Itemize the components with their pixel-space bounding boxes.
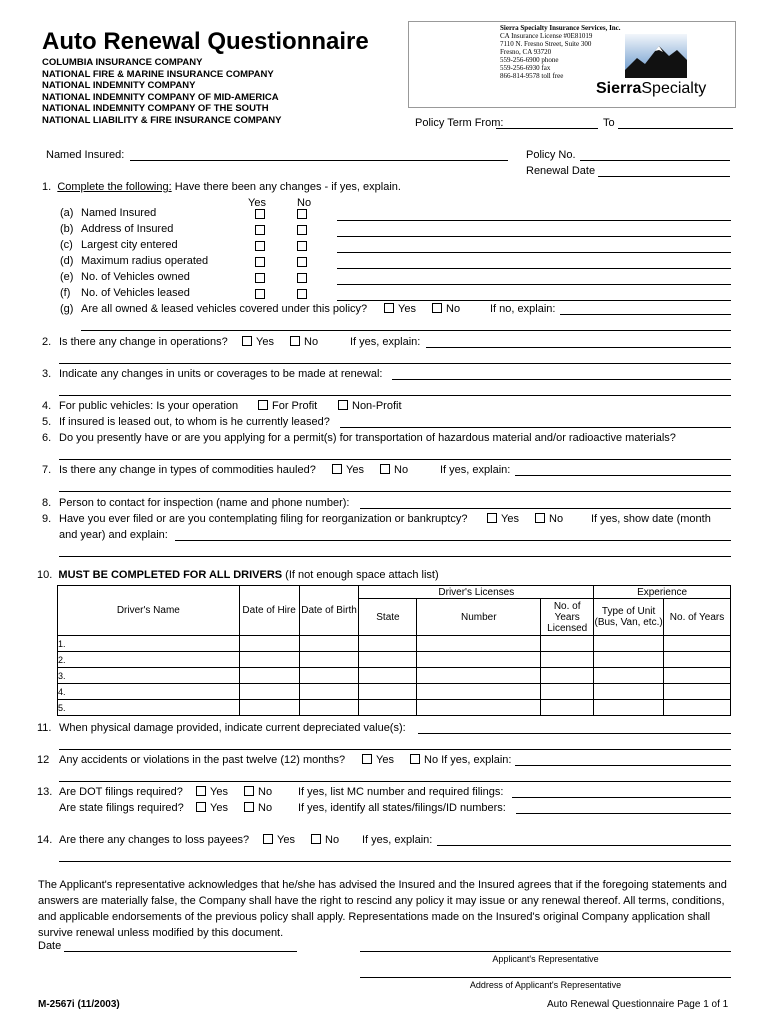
q3-field-2[interactable] — [59, 395, 731, 396]
q1g-explain-field-2[interactable] — [81, 330, 731, 331]
company-name: COLUMBIA INSURANCE COMPANY — [42, 57, 203, 68]
cell[interactable] — [299, 652, 359, 668]
q1f-explain-field[interactable] — [337, 300, 731, 301]
q7-explain-field[interactable] — [515, 475, 731, 476]
col-driver-name: Driver's Name — [58, 586, 240, 636]
checkbox-icon[interactable] — [410, 754, 420, 764]
q1-text: 1. Complete the following: Have there been any changes - if yes, explain. — [42, 181, 401, 193]
q2-no-option[interactable]: No — [290, 336, 318, 348]
cell[interactable] — [664, 652, 731, 668]
policy-no-label: Policy No. — [526, 149, 576, 161]
policy-term-label: Policy Term From: — [415, 117, 504, 129]
q14-num: 14. — [37, 834, 53, 846]
q13-dot-yes-option[interactable]: Yes — [196, 786, 228, 798]
q7-no-option[interactable]: No — [380, 464, 408, 476]
q1c-explain-field[interactable] — [337, 252, 731, 253]
cell[interactable] — [541, 700, 594, 716]
table-row — [58, 700, 731, 716]
company-list — [42, 57, 281, 126]
q1a-explain-field[interactable] — [337, 220, 731, 221]
company-name: NATIONAL LIABILITY & FIRE INSURANCE COMPANY — [42, 114, 282, 126]
q1e-no-checkbox[interactable] — [297, 273, 307, 283]
checkbox-icon[interactable] — [332, 464, 342, 474]
q4-non-profit-option[interactable]: Non-Profit — [338, 400, 402, 412]
q1c-no-checkbox[interactable] — [297, 241, 307, 251]
q1f-yes-checkbox[interactable] — [255, 289, 265, 299]
cell[interactable] — [594, 668, 664, 684]
col-date-of-hire: Date of Hire — [239, 586, 299, 636]
cell[interactable] — [664, 668, 731, 684]
q9-yes-option[interactable]: Yes — [487, 513, 519, 525]
q1a-no-checkbox[interactable] — [297, 209, 307, 219]
q1-item-label: No. of Vehicles owned — [81, 271, 190, 283]
q1g-yes-option[interactable]: Yes — [384, 303, 416, 315]
q1-item-letter: (e) — [60, 271, 74, 283]
checkbox-icon[interactable] — [196, 786, 206, 796]
q1f-no-checkbox[interactable] — [297, 289, 307, 299]
sierra-logo-text: SierraSpecialty — [596, 80, 707, 97]
checkbox-icon[interactable] — [535, 513, 545, 523]
checkbox-icon[interactable] — [487, 513, 497, 523]
col-number: Number — [417, 599, 541, 636]
address-rep-label: Address of Applicant's Representative — [469, 980, 622, 990]
q3-text: Indicate any changes in units or coverages to be made at renewal: — [59, 368, 383, 380]
cell[interactable] — [594, 700, 664, 716]
q2-num: 2. — [42, 336, 52, 348]
company-name: NATIONAL INDEMNITY COMPANY OF MID-AMERICA — [42, 91, 279, 103]
checkbox-icon[interactable] — [380, 464, 390, 474]
q2-explain-label: If yes, explain: — [350, 336, 421, 348]
agency-fax: 559-256-6930 fax — [500, 64, 551, 72]
q11-num: 11. — [37, 722, 52, 734]
cell[interactable] — [299, 636, 359, 652]
checkbox-icon[interactable] — [290, 336, 300, 346]
agency-city: Fresno, CA 93720 — [500, 48, 552, 56]
cell[interactable] — [239, 668, 299, 684]
q5-text: If insured is leased out, to whom is he currently leased? — [59, 416, 330, 428]
q8-num: 8. — [42, 497, 52, 509]
q6-num: 6. — [42, 432, 52, 444]
q14-no-option[interactable]: No — [311, 834, 339, 846]
cell[interactable] — [239, 636, 299, 652]
q12-no-option[interactable]: No If yes, explain: — [410, 754, 511, 766]
q4-text: For public vehicles: Is your operation — [59, 400, 239, 412]
company-name: NATIONAL INDEMNITY COMPANY OF THE SOUTH — [42, 103, 269, 114]
checkbox-icon[interactable] — [244, 786, 254, 796]
agency-tollfree: 866-814-9578 toll free — [500, 72, 564, 80]
q5-field[interactable] — [340, 427, 731, 428]
q14-explain-label: If yes, explain: — [362, 834, 433, 846]
agency-name: Sierra Specialty Insurance Services, Inc. — [500, 24, 621, 32]
q13-text2: Are state filings required? — [59, 802, 184, 814]
cell[interactable] — [664, 636, 731, 652]
checkbox-icon[interactable] — [244, 802, 254, 812]
checkbox-icon[interactable] — [384, 303, 394, 313]
q13-mc-field[interactable] — [512, 797, 731, 798]
q3-field[interactable] — [392, 379, 731, 380]
agency-license: CA Insurance License #0E81019 — [500, 32, 593, 40]
applicant-rep-field[interactable] — [360, 951, 731, 952]
q1g-explain-field[interactable] — [560, 314, 731, 315]
q1-item-letter: (b) — [60, 223, 74, 235]
checkbox-icon[interactable] — [258, 400, 268, 410]
col-type-of-unit: Type of Unit (Bus, Van, etc.) — [594, 599, 664, 636]
q13-tail1: If yes, list MC number and required filings: — [298, 786, 504, 798]
q7-explain-field-2[interactable] — [59, 491, 731, 492]
table-row — [58, 636, 731, 652]
cell[interactable] — [417, 684, 541, 700]
named-insured-label: Named Insured: — [46, 149, 125, 161]
q1b-yes-checkbox[interactable] — [255, 225, 265, 235]
policy-term-from-field[interactable] — [496, 128, 598, 129]
q1g-text: Are all owned & leased vehicles covered under this policy? — [81, 303, 368, 315]
q13-state-field[interactable] — [516, 813, 731, 814]
q5-num: 5. — [42, 416, 52, 428]
drivers-table — [57, 585, 731, 716]
cell[interactable] — [359, 652, 417, 668]
table-row — [58, 684, 731, 700]
renewal-date-field[interactable] — [598, 176, 730, 177]
q6-field[interactable] — [59, 459, 731, 460]
mountain-logo-icon — [625, 34, 687, 78]
q2-text: Is there any change in operations? — [59, 336, 228, 348]
cell[interactable] — [594, 684, 664, 700]
q13-tail2: If yes, identify all states/filings/ID numbers: — [298, 802, 506, 814]
address-rep-field[interactable] — [360, 977, 731, 978]
q7-num: 7. — [42, 464, 52, 476]
cell[interactable] — [239, 684, 299, 700]
checkbox-icon[interactable] — [362, 754, 372, 764]
q1-item-letter: (a) — [60, 207, 74, 219]
cell[interactable] — [594, 636, 664, 652]
cell[interactable] — [417, 636, 541, 652]
cell[interactable] — [359, 700, 417, 716]
q1d-yes-checkbox[interactable] — [255, 257, 265, 267]
q1a-yes-checkbox[interactable] — [255, 209, 265, 219]
q12-explain-field[interactable] — [515, 765, 731, 766]
q1e-explain-field[interactable] — [337, 284, 731, 285]
q1b-explain-field[interactable] — [337, 236, 731, 237]
q12-yes-option[interactable]: Yes — [362, 754, 394, 766]
q11-field[interactable] — [418, 733, 731, 734]
col-years-licensed: No. of Years Licensed — [541, 599, 594, 636]
renewal-date-label: Renewal Date — [526, 165, 596, 177]
table-row — [58, 668, 731, 684]
q12-num: 12 — [37, 754, 50, 766]
q1-item-label: Maximum radius operated — [81, 255, 209, 267]
q8-text: Person to contact for inspection (name and phone number): — [59, 497, 350, 509]
q14-yes-option[interactable]: Yes — [263, 834, 295, 846]
cell[interactable] — [664, 700, 731, 716]
q1d-no-checkbox[interactable] — [297, 257, 307, 267]
row-number: 1. — [58, 636, 240, 652]
q13-text1: Are DOT filings required? — [59, 786, 183, 798]
q1d-explain-field[interactable] — [337, 268, 731, 269]
checkbox-icon[interactable] — [432, 303, 442, 313]
q1-item-label: Address of Insured — [81, 223, 174, 235]
table-row — [58, 652, 731, 668]
cell[interactable] — [541, 668, 594, 684]
group-experience: Experience — [594, 586, 731, 599]
q1g-letter: (g) — [60, 303, 74, 315]
q1-item-letter: (f) — [60, 287, 71, 299]
cell[interactable] — [417, 652, 541, 668]
agency-address — [500, 24, 621, 80]
q14-explain-field[interactable] — [437, 845, 731, 846]
named-insured-field[interactable] — [130, 160, 508, 161]
date-label: Date — [38, 940, 62, 952]
q4-for-profit-option[interactable]: For Profit — [258, 400, 317, 412]
cell[interactable] — [299, 700, 359, 716]
company-name: NATIONAL FIRE & MARINE INSURANCE COMPANY — [42, 68, 274, 80]
q3-num: 3. — [42, 368, 52, 380]
q1-no-header: No — [297, 197, 312, 209]
agency-phone: 559-256-6900 phone — [500, 56, 559, 64]
checkbox-icon[interactable] — [311, 834, 321, 844]
cell[interactable] — [359, 668, 417, 684]
q9-no-option[interactable]: No — [535, 513, 563, 525]
page-title: Auto Renewal Questionnaire — [42, 28, 369, 55]
q1b-no-checkbox[interactable] — [297, 225, 307, 235]
q13-state-no-option[interactable]: No — [244, 802, 272, 814]
checkbox-icon[interactable] — [242, 336, 252, 346]
applicant-rep-label: Applicant's Representative — [492, 954, 599, 964]
cell[interactable] — [359, 636, 417, 652]
q6-text: Do you presently have or are you applying for a permit(s) for transportation of hazardous material and/or radioactive materials? — [59, 432, 676, 444]
q11-field-2[interactable] — [59, 749, 731, 750]
q1-item-letter: (c) — [60, 239, 73, 251]
q9-text: Have you ever filed or are you contemplating filing for reorganization or bankruptcy? — [59, 513, 468, 525]
cell[interactable] — [541, 636, 594, 652]
q7-yes-option[interactable]: Yes — [332, 464, 364, 476]
q2-explain-field[interactable] — [426, 347, 731, 348]
q1-item-letter: (d) — [60, 255, 74, 267]
q9-num: 9. — [42, 513, 52, 525]
q2-yes-option[interactable]: Yes — [242, 336, 274, 348]
q7-text: Is there any change in types of commodities hauled? — [59, 464, 316, 476]
q1-item-label: No. of Vehicles leased — [81, 287, 190, 299]
q1g-explain-label: If no, explain: — [490, 303, 556, 315]
q12-text: Any accidents or violations in the past twelve (12) months? — [59, 754, 346, 766]
q7-explain-label: If yes, explain: — [440, 464, 511, 476]
date-field[interactable] — [64, 951, 297, 952]
policy-no-field[interactable] — [580, 160, 730, 161]
q12-explain-field-2[interactable] — [59, 781, 731, 782]
checkbox-icon[interactable] — [338, 400, 348, 410]
q2-explain-field-2[interactable] — [59, 363, 731, 364]
q4-num: 4. — [42, 400, 52, 412]
statement-paragraph: The Applicant's representative acknowledges that he/she has advised the Insured and the Insured agrees that if the foregoing statements and answers are materially false, the Company shall have the right to rescind any policy it may issue or any renewal thereof. All terms, conditions, and applicable endorsements of the previous policy shall apply. Representations made on the Insured's original Company application shall survive renewal unless modified by this document. — [38, 879, 727, 939]
page-footer: Auto Renewal Questionnaire Page 1 of 1 — [547, 999, 729, 1010]
to-label: To — [603, 117, 615, 129]
q9-tail: If yes, show date (month — [591, 513, 711, 525]
group-drivers-licenses: Driver's Licenses — [359, 586, 594, 599]
q11-text: When physical damage provided, indicate current depreciated value(s): — [59, 722, 406, 734]
row-number: 2. — [58, 652, 240, 668]
q10-heading: 10. MUST BE COMPLETED FOR ALL DRIVERS (If not enough space attach list) — [37, 569, 439, 581]
cell[interactable] — [664, 684, 731, 700]
q14-explain-field-2[interactable] — [59, 861, 731, 862]
q9-line2: and year) and explain: — [59, 529, 168, 541]
q1c-yes-checkbox[interactable] — [255, 241, 265, 251]
checkbox-icon[interactable] — [196, 802, 206, 812]
cell[interactable] — [417, 668, 541, 684]
cell[interactable] — [594, 652, 664, 668]
row-number: 5. — [58, 700, 240, 716]
cell[interactable] — [239, 700, 299, 716]
q13-state-yes-option[interactable]: Yes — [196, 802, 228, 814]
col-date-of-birth: Date of Birth — [299, 586, 359, 636]
cell[interactable] — [541, 652, 594, 668]
cell[interactable] — [299, 684, 359, 700]
q1g-no-option[interactable]: No — [432, 303, 460, 315]
q8-field[interactable] — [360, 508, 731, 509]
cell[interactable] — [541, 684, 594, 700]
q13-dot-no-option[interactable]: No — [244, 786, 272, 798]
q14-text: Are there any changes to loss payees? — [59, 834, 250, 846]
policy-term-to-field[interactable] — [618, 128, 733, 129]
checkbox-icon[interactable] — [263, 834, 273, 844]
q9-field-2[interactable] — [59, 556, 731, 557]
q1-yes-header: Yes — [248, 197, 266, 209]
row-number: 4. — [58, 684, 240, 700]
row-number: 3. — [58, 668, 240, 684]
company-name: NATIONAL INDEMNITY COMPANY — [42, 80, 196, 91]
cell[interactable] — [299, 668, 359, 684]
q1-item-label: Largest city entered — [81, 239, 178, 251]
agency-street: 7110 N. Fresno Street, Suite 300 — [500, 40, 592, 48]
q1e-yes-checkbox[interactable] — [255, 273, 265, 283]
cell[interactable] — [359, 684, 417, 700]
col-no-of-years: No. of Years — [664, 599, 731, 636]
form-number: M-2567i (11/2003) — [38, 999, 120, 1010]
q1-item-label: Named Insured — [81, 207, 157, 219]
cell[interactable] — [239, 652, 299, 668]
q9-field[interactable] — [175, 540, 731, 541]
q13-num: 13. — [37, 786, 53, 798]
col-state: State — [359, 599, 417, 636]
cell[interactable] — [417, 700, 541, 716]
